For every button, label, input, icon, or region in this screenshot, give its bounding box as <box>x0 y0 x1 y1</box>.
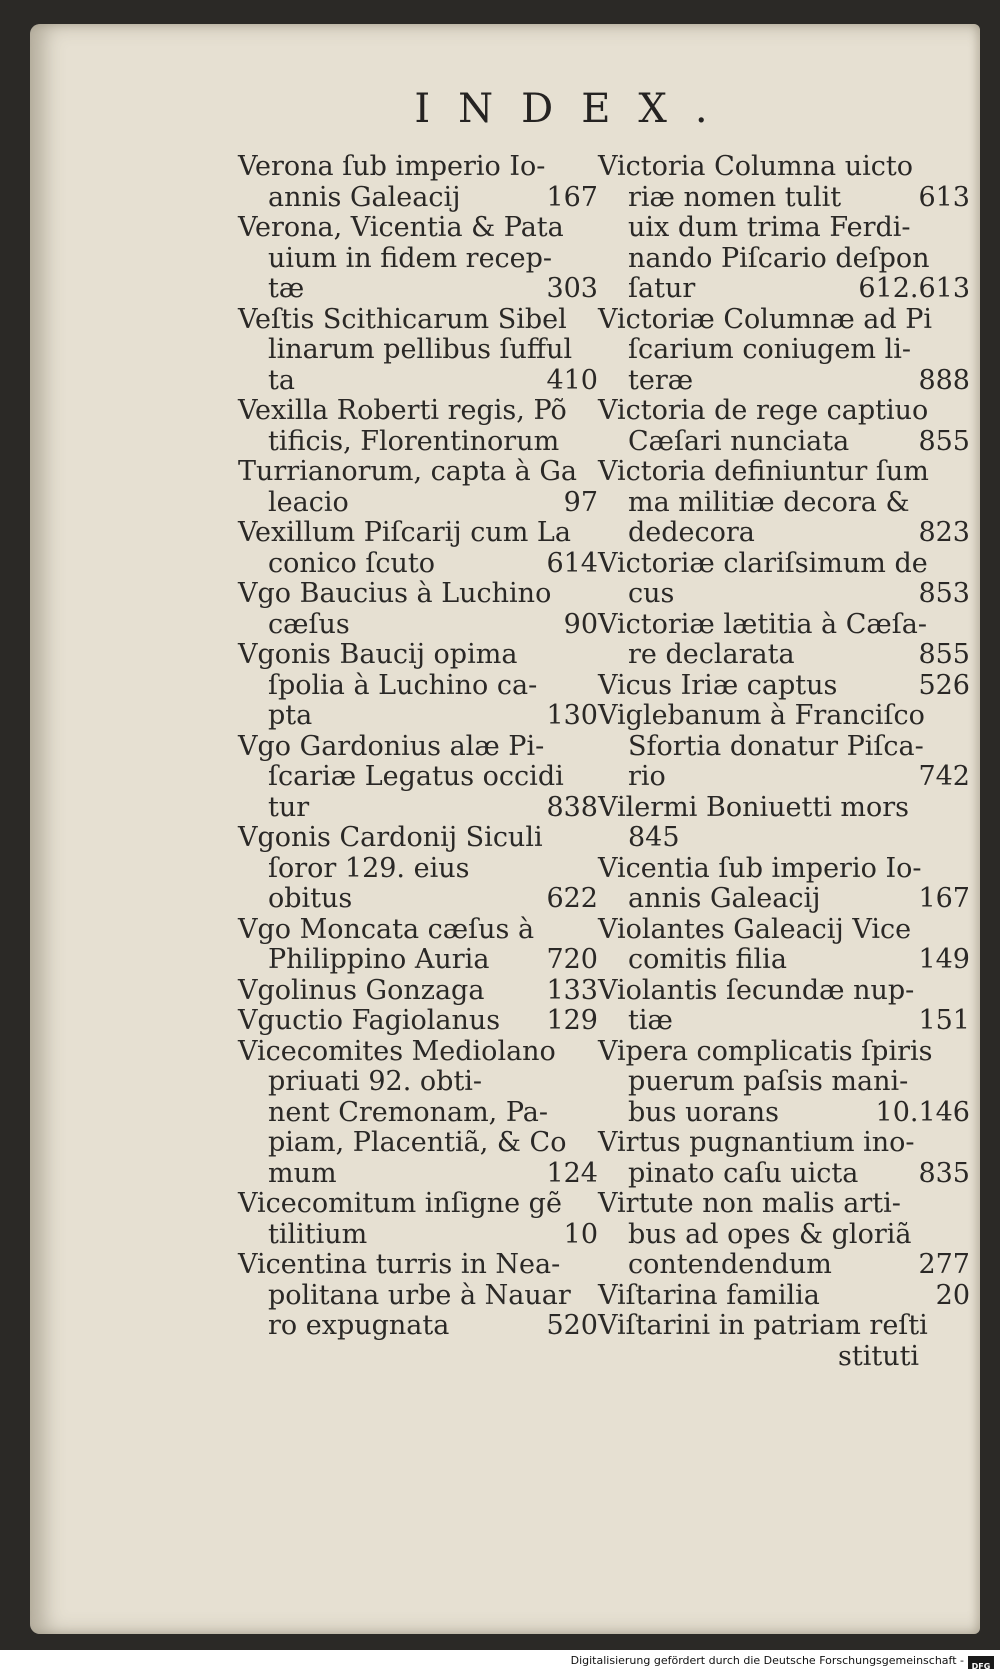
index-entry-line <box>238 976 598 1007</box>
entry-text: ſcariæ Legatus occidi <box>268 761 564 792</box>
entry-text: pinato caſu uicta <box>628 1157 859 1189</box>
index-entry-line <box>238 152 598 183</box>
entry-page-number: 855 <box>918 639 970 670</box>
index-entry-line <box>238 1250 598 1281</box>
entry-text: ta <box>268 364 295 396</box>
entry-text: mum <box>268 1157 337 1189</box>
entry-text: Viſtarini in patriam reſti <box>598 1310 928 1341</box>
index-entry-line <box>598 1189 970 1220</box>
entry-text: tiæ <box>628 1005 673 1036</box>
entry-page-number: 129 <box>546 1005 598 1036</box>
entry-text: tilitium <box>268 1218 368 1250</box>
index-entry-line <box>598 884 970 915</box>
entry-text: nent Cremonam, Pa- <box>268 1096 549 1128</box>
page-header: INDEX. <box>414 86 736 132</box>
index-entry-line <box>238 183 598 214</box>
index-entry-line <box>598 1281 970 1312</box>
entry-text: 845 <box>628 822 680 853</box>
entry-page-number: 303 <box>546 273 598 304</box>
index-entry-line <box>238 610 598 641</box>
index-entry-line <box>238 274 598 305</box>
entry-text: Vicecomites Mediolano <box>238 1035 556 1067</box>
index-entry-line <box>598 1250 970 1281</box>
entry-page-number: 167 <box>918 883 970 914</box>
index-entry-line <box>598 915 970 946</box>
index-entry-line <box>598 427 970 458</box>
index-entry-line <box>598 305 970 336</box>
index-entry-line <box>598 213 970 244</box>
index-entry-line <box>238 854 598 885</box>
entry-text: cæſus <box>268 608 350 640</box>
index-entry-line <box>598 1220 970 1251</box>
index-entry-line <box>598 183 970 214</box>
index-entry-line <box>598 366 970 397</box>
index-entry-line <box>598 1006 970 1037</box>
entry-text: Victoriæ Columnæ ad Pi <box>598 303 933 335</box>
entry-text: Cæſari nunciata <box>628 425 850 457</box>
entry-page-number: 90 <box>563 608 598 640</box>
index-entry-line <box>238 1220 598 1251</box>
entry-text: Vgo Gardonius alæ Pi- <box>238 730 545 762</box>
index-entry-line <box>598 335 970 366</box>
entry-page-number: 277 <box>918 1249 970 1280</box>
index-entry-line <box>598 793 970 824</box>
entry-text: ma militiæ decora & <box>628 486 910 518</box>
entry-page-number: 133 <box>546 974 598 1006</box>
entry-text: stituti <box>838 1340 920 1372</box>
entry-text: Victoria de rege captiuo <box>598 395 929 426</box>
entry-page-number: 20 <box>935 1279 970 1311</box>
index-entry-line <box>238 457 598 488</box>
index-entry-line <box>238 1128 598 1159</box>
entry-text: re declarata <box>628 639 795 670</box>
index-entry-line <box>598 396 970 427</box>
index-entry-line <box>238 823 598 854</box>
entry-text: rio <box>628 761 666 792</box>
index-entry-line <box>238 884 598 915</box>
entry-page-number: 835 <box>918 1157 970 1189</box>
index-entry-line <box>598 854 970 885</box>
index-entry-line <box>598 1098 970 1129</box>
book-page <box>30 24 980 1634</box>
index-column-left <box>238 152 598 1342</box>
entry-text: ſcarium coniugem li- <box>628 334 911 365</box>
index-entry-line <box>238 396 598 427</box>
entry-text: riæ nomen tulit <box>628 181 842 213</box>
entry-page-number: 410 <box>546 364 598 396</box>
index-entry-line <box>598 152 970 183</box>
entry-page-number: 614 <box>546 547 598 579</box>
entry-text: teræ <box>628 364 694 396</box>
index-entry-line <box>238 1189 598 1220</box>
index-entry-line <box>598 549 970 580</box>
entry-text: annis Galeacij <box>628 883 821 914</box>
entry-text: Vipera complicatis ſpiris <box>598 1035 933 1067</box>
index-entry-line <box>598 1067 970 1098</box>
entry-page-number: 124 <box>546 1157 598 1189</box>
index-entry-line <box>238 488 598 519</box>
index-entry-line <box>598 640 970 671</box>
entry-text: ſoror 129. eius <box>268 852 470 884</box>
entry-text: annis Galeacij <box>268 181 461 213</box>
entry-text: Viglebanum à Franciſco <box>598 700 925 731</box>
entry-page-number: 520 <box>546 1310 598 1341</box>
index-entry-line <box>238 1037 598 1068</box>
index-entry-line <box>238 518 598 549</box>
entry-page-number: 742 <box>918 761 970 792</box>
entry-text: Virtute non malis arti- <box>598 1188 901 1219</box>
entry-text: conico ſcuto <box>268 547 435 579</box>
entry-text: bus ad opes & gloriã <box>628 1218 912 1250</box>
entry-text: Turrianorum, capta à Ga <box>238 456 578 487</box>
entry-text: Verona, Vicentia & Pata <box>238 212 564 243</box>
index-entry-line <box>598 1311 970 1342</box>
entry-text: priuati 92. obti- <box>268 1066 483 1097</box>
entry-text: bus uorans <box>628 1096 780 1128</box>
entry-text: Vicentia ſub imperio Io- <box>598 852 922 884</box>
index-entry-line <box>598 762 970 793</box>
entry-text: Virtus pugnantium ino- <box>598 1127 915 1158</box>
entry-text: Veſtis Scithicarum Sibel <box>238 303 567 335</box>
index-column-right <box>598 152 970 1372</box>
index-entry-line <box>238 549 598 580</box>
entry-text: Vgo Baucius à Luchino <box>238 578 552 609</box>
entry-text: cus <box>628 578 675 609</box>
index-entry-line <box>598 244 970 275</box>
entry-text: obitus <box>268 883 353 914</box>
entry-text: Viſtarina familia <box>598 1279 820 1311</box>
index-entry-line <box>238 1067 598 1098</box>
index-entry-line <box>238 640 598 671</box>
entry-text: Vgonis Cardonij Siculi <box>238 822 543 853</box>
index-entry-line <box>598 518 970 549</box>
entry-text: Victoriæ clariſsimum de <box>598 547 928 579</box>
index-entry-line <box>598 579 970 610</box>
index-entry-line <box>598 701 970 732</box>
entry-text: Vgolinus Gonzaga <box>238 974 485 1006</box>
index-entry-line <box>238 213 598 244</box>
index-entry-line <box>598 823 970 854</box>
entry-page-number: 622 <box>546 883 598 914</box>
entry-page-number: 10 <box>563 1218 598 1250</box>
index-entry-line <box>598 488 970 519</box>
footer-bar <box>0 1650 1000 1671</box>
entry-text: ſpolia à Luchino ca- <box>268 669 538 701</box>
index-entry-line <box>598 1342 970 1373</box>
entry-page-number: 823 <box>918 517 970 548</box>
entry-text: Violantes Galeacij Vice <box>598 913 912 945</box>
index-entry-line <box>238 701 598 732</box>
entry-text: Vexillum Piſcarij cum La <box>238 517 571 548</box>
entry-text: nando Piſcario deſpon <box>628 242 930 274</box>
index-entry-line <box>238 1159 598 1190</box>
entry-page-number: 612.613 <box>858 273 970 304</box>
index-entry-line <box>598 457 970 488</box>
index-entry-line <box>238 579 598 610</box>
index-entry-line <box>238 335 598 366</box>
entry-text: uix dum trima Ferdi- <box>628 212 911 243</box>
entry-text: Victoria definiuntur ſum <box>598 456 929 487</box>
index-entry-line <box>598 274 970 305</box>
entry-text: leacio <box>268 486 349 518</box>
dfg-logo: DFG <box>968 1656 994 1669</box>
entry-text: puerum paſsis mani- <box>628 1066 909 1097</box>
entry-page-number: 855 <box>918 425 970 457</box>
index-entry-line <box>238 1098 598 1129</box>
entry-text: Violantis ſecundæ nup- <box>598 974 915 1006</box>
index-entry-line <box>238 732 598 763</box>
entry-text: Philippino Auria <box>268 944 490 975</box>
entry-page-number: 97 <box>563 486 598 518</box>
index-entry-line <box>238 427 598 458</box>
entry-text: tificis, Florentinorum <box>268 425 560 457</box>
index-entry-line <box>598 610 970 641</box>
entry-page-number: 167 <box>546 181 598 213</box>
entry-page-number: 149 <box>918 944 970 975</box>
index-entry-line <box>598 671 970 702</box>
index-entry-line <box>238 244 598 275</box>
entry-page-number: 151 <box>918 1005 970 1036</box>
entry-page-number: 130 <box>546 700 598 731</box>
entry-text: politana urbe à Nauar <box>268 1279 571 1311</box>
index-entry-line <box>598 1159 970 1190</box>
entry-text: Vguctio Fagiolanus <box>238 1005 501 1036</box>
entry-text: comitis filia <box>628 944 787 975</box>
entry-text: Vgo Moncata cæſus à <box>238 913 535 945</box>
index-entry-line <box>598 1037 970 1068</box>
index-entry-line <box>598 945 970 976</box>
entry-text: ro expugnata <box>268 1310 450 1341</box>
entry-text: linarum pellibus ſufful <box>268 334 573 365</box>
entry-page-number: 853 <box>918 578 970 609</box>
entry-text: Vgonis Baucij opima <box>238 639 518 670</box>
entry-text: Vilermi Boniuetti mors <box>598 791 910 823</box>
footer-credit: Digitalisierung gefördert durch die Deutsche Forschungsgemeinschaft - <box>570 1654 964 1667</box>
index-entry-line <box>238 671 598 702</box>
entry-text: Sfortia donatur Piſca- <box>628 730 924 762</box>
entry-text: Vicecomitum inſigne gẽ <box>238 1188 562 1219</box>
entry-text: contendendum <box>628 1249 832 1280</box>
entry-text: Vicus Iriæ captus <box>598 669 838 701</box>
entry-text: dedecora <box>628 517 755 548</box>
entry-page-number: 526 <box>918 669 970 701</box>
index-entry-line <box>598 976 970 1007</box>
entry-text: tæ <box>268 273 305 304</box>
index-entry-line <box>238 945 598 976</box>
index-entry-line <box>238 1311 598 1342</box>
entry-page-number: 720 <box>546 944 598 975</box>
entry-page-number: 10.146 <box>875 1096 970 1128</box>
entry-text: Vicentina turris in Nea- <box>238 1249 561 1280</box>
index-entry-line <box>238 915 598 946</box>
entry-text: tur <box>268 791 310 823</box>
entry-page-number: 613 <box>918 181 970 213</box>
index-entry-line <box>238 1006 598 1037</box>
entry-text: Victoria Columna uicto <box>598 151 913 182</box>
entry-text: Verona ſub imperio Io- <box>238 151 546 182</box>
entry-text: Vexilla Roberti regis, Põ <box>238 395 567 426</box>
index-entry-line <box>238 305 598 336</box>
index-entry-line <box>598 732 970 763</box>
entry-text: ſatur <box>628 273 696 304</box>
entry-page-number: 838 <box>546 791 598 823</box>
index-entry-line <box>238 793 598 824</box>
index-entry-line <box>598 1128 970 1159</box>
index-entry-line <box>238 1281 598 1312</box>
entry-text: pta <box>268 700 313 731</box>
index-entry-line <box>238 762 598 793</box>
entry-text: uium in fidem recep- <box>268 242 553 274</box>
index-entry-line <box>238 366 598 397</box>
entry-text: Victoriæ lætitia à Cæſa- <box>598 608 927 640</box>
entry-text: piam, Placentiã, & Co <box>268 1127 567 1158</box>
entry-page-number: 888 <box>918 364 970 396</box>
